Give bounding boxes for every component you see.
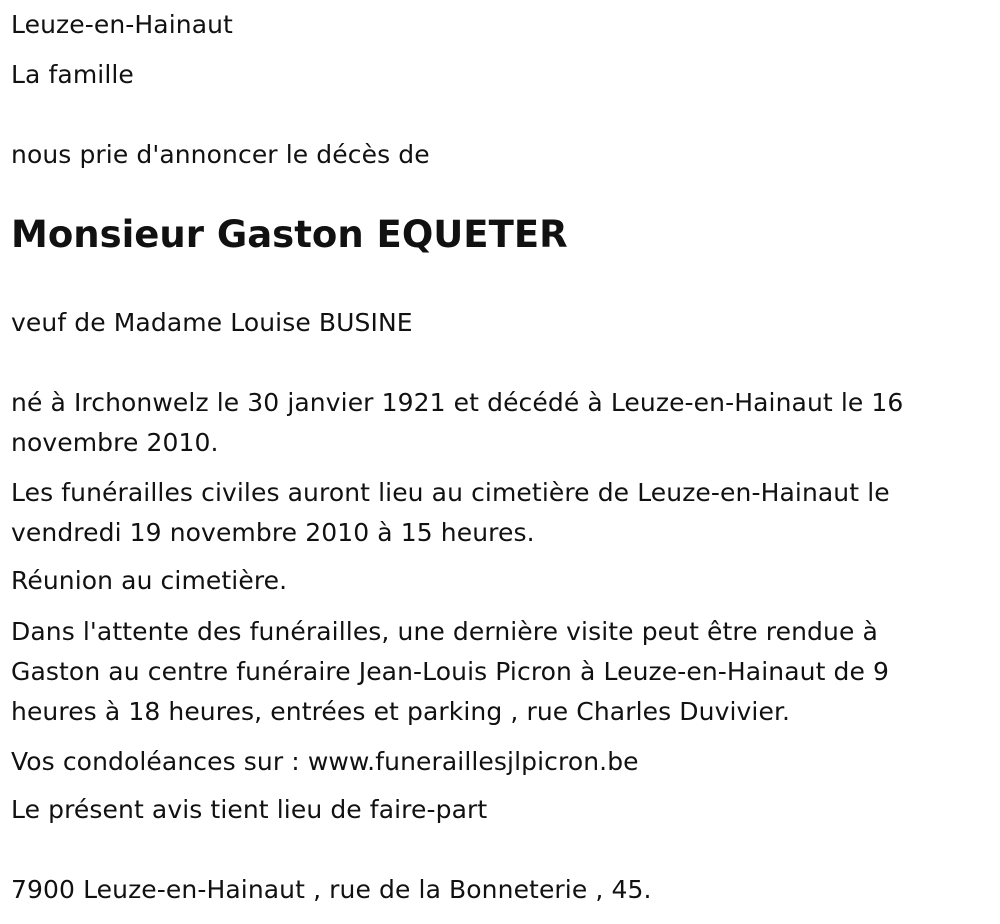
family-line: La famille [11,60,134,89]
notice-statement-line: Le présent avis tient lieu de faire-part [11,795,488,824]
visitation-paragraph: Dans l'attente des funérailles, une dernière visite peut être rendue à Gaston au centre funéraire Jean-Louis Picron à Leuze-en-Hainaut de 9 heures à 18 heures, entrées et parking , rue Charles Duvivier. [11,617,890,726]
funeral-paragraph: Les funérailles civiles auront lieu au cimetière de Leuze-en-Hainaut le vendredi 19 novembre 2010 à 15 heures. [11,478,890,547]
birth-death-paragraph: né à Irchonwelz le 30 janvier 1921 et décédé à Leuze-en-Hainaut le 16 novembre 2010. [11,388,904,457]
meeting-line: Réunion au cimetière. [11,566,288,595]
address-line: 7900 Leuze-en-Hainaut , rue de la Bonneterie , 45. [11,875,652,904]
announcement-line: nous prie d'annoncer le décès de [11,140,430,169]
place-line: Leuze-en-Hainaut [11,10,233,39]
condolences-line: Vos condoléances sur : www.funeraillesjlpicron.be [11,747,639,776]
deceased-name: Monsieur Gaston EQUETER [11,213,568,256]
spouse-line: veuf de Madame Louise BUSINE [11,308,413,337]
